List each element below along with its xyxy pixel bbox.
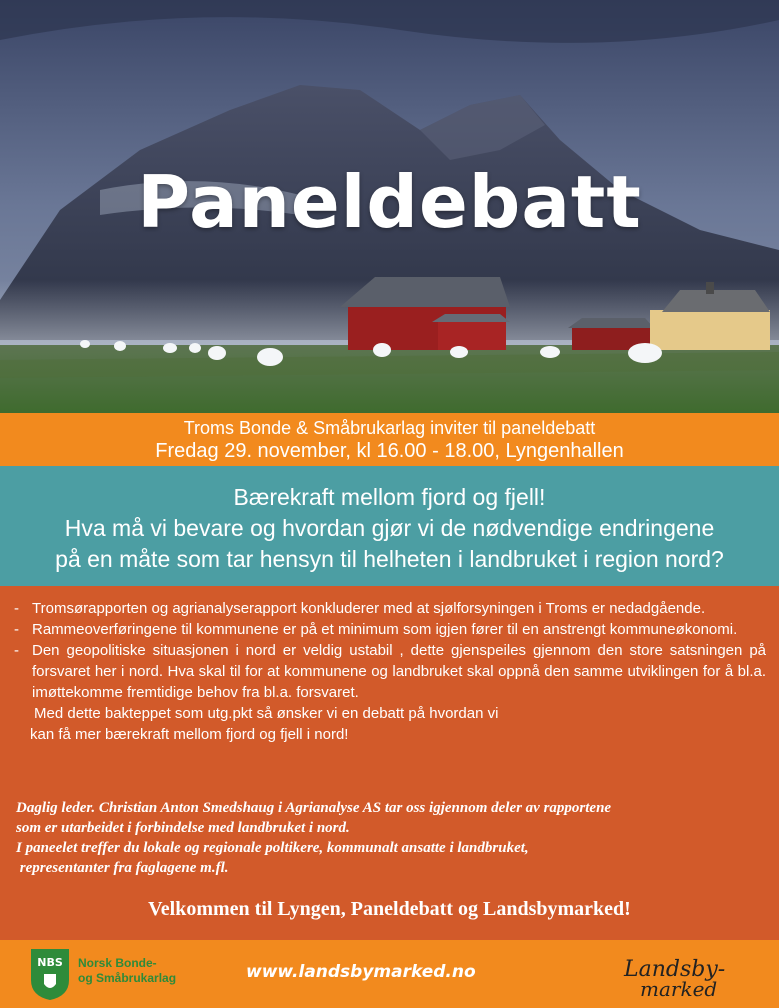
logo-word: Landsby- [624, 957, 726, 982]
red-barn [340, 277, 510, 350]
speakers-line: Daglig leder. Christian Anton Smedshaug i Agrianalyse AS tar oss igjennom deler av rapportene [16, 800, 612, 816]
invite-line: Troms Bonde & Småbrukarlag inviter til paneldebatt [183, 418, 596, 438]
bullet-item [14, 598, 766, 619]
bullet-item [14, 640, 766, 703]
nbs-logo-icon [28, 946, 72, 1002]
closing-line: kan få mer bærekraft mellom fjord og fjell i nord! [30, 726, 349, 743]
bullet-dash: - [14, 600, 19, 617]
bullet-dash: - [14, 642, 19, 659]
invite-band [0, 413, 779, 466]
closing-line: Med dette bakteppet som utg.pkt så ønsker vi en debatt på hvordan vi [34, 705, 499, 722]
closing-paragraph [30, 703, 766, 745]
bullet-text: Tromsørapporten og agrianalyserapport konkluderer med at sjølforsyningen i Troms er nedadgående. [32, 600, 706, 617]
speakers-line: I paneelet treffer du lokale og regionale poltikere, kommunalt ansatte i landbruket, [16, 840, 529, 856]
bullet-list [14, 598, 766, 745]
welcome-message: Velkommen til Lyngen, Paneldebatt og Landsbymarked! [148, 898, 631, 920]
date-line: Fredag 29. november, kl 16.00 - 18.00, Lyngenhallen [155, 440, 624, 462]
org-name-line: og Småbrukarlag [78, 971, 177, 985]
speakers-line: representanter fra faglagene m.fl. [16, 860, 229, 876]
bullet-dash: - [14, 621, 19, 638]
theme-headline: Bærekraft mellom fjord og fjell! [233, 484, 546, 510]
bullet-text: Rammeoverføringene til kommunene er på et minimum som igjen fører til en anstrengt kommuneøkonomi. [32, 621, 738, 638]
theme-question-line: Hva må vi bevare og hvordan gjør vi de nødvendige endringene [64, 515, 715, 541]
website-link[interactable]: www.landsbymarked.no [246, 962, 476, 982]
nbs-logo-text: NBS [37, 956, 63, 969]
theme-band [0, 466, 779, 586]
footer [0, 940, 779, 1008]
hero-image [0, 0, 779, 413]
speakers-paragraph [16, 798, 766, 878]
logo-word: marked [640, 977, 718, 1001]
bullet-text: Den geopolitiske situasjonen i nord er veldig ustabil , dette gjenspeiles gjennom den store satsningen på forsvaret her i nord. Hva skal til for at kommunene og landbruket skal oppnå den samme utviklingen for å bl.a. imøttekomme fremtidige behov fra bl.a. forsvaret. [32, 642, 766, 701]
landsbymarked-logo-icon [618, 948, 748, 1002]
event-title: Paneldebatt [137, 160, 642, 244]
org-name [78, 956, 176, 986]
main-section [0, 586, 779, 940]
bullet-item [14, 619, 766, 640]
theme-question-line: på en måte som tar hensyn til helheten i landbruket i region nord? [55, 546, 724, 572]
org-name-line: Norsk Bonde- [78, 956, 157, 970]
speakers-line: som er utarbeidet i forbindelse med landbruket i nord. [16, 820, 350, 836]
